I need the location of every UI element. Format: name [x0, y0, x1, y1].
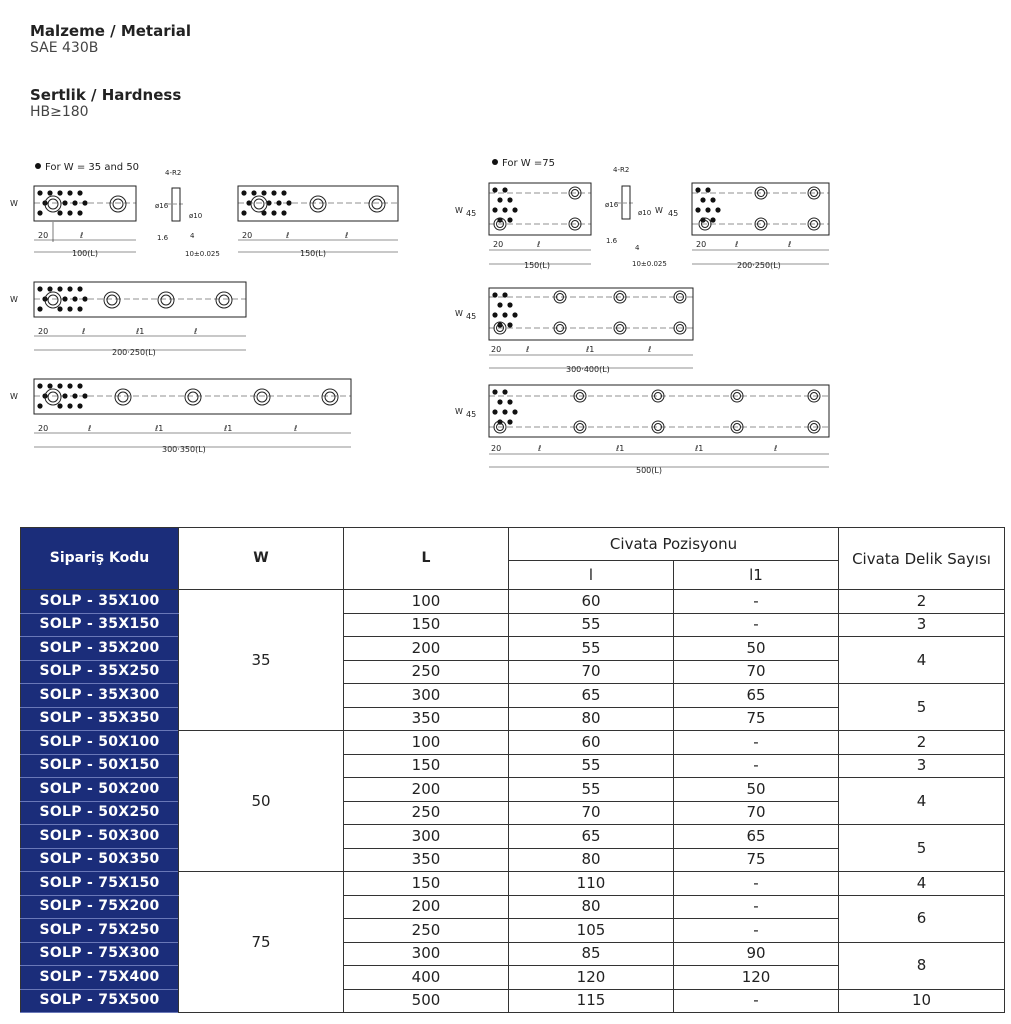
- dim-l: ℓ: [788, 240, 792, 249]
- dim-l1: ℓ1: [155, 424, 164, 433]
- length-cell: 200: [344, 895, 509, 919]
- dim-l: ℓ: [345, 231, 349, 240]
- right-note: For W =75: [502, 158, 555, 169]
- order-code-cell: SOLP - 35X250: [21, 660, 179, 684]
- pos-l1-cell: -: [674, 872, 839, 896]
- dim-phi16: ø16: [605, 201, 619, 209]
- length-cell: 200: [344, 637, 509, 661]
- dim-l: ℓ: [735, 240, 739, 249]
- w-label: W: [455, 309, 463, 318]
- dim-l1: ℓ1: [586, 345, 595, 354]
- pos-l1-cell: 50: [674, 637, 839, 661]
- order-code-cell: SOLP - 35X300: [21, 684, 179, 708]
- plate-300-350: [34, 379, 351, 447]
- order-code-cell: SOLP - 50X350: [21, 848, 179, 872]
- left-note: For W = 35 and 50: [45, 162, 140, 173]
- side-profile-left: [167, 188, 185, 221]
- pos-l-cell: 115: [509, 989, 674, 1013]
- length-cell: 100: [344, 590, 509, 614]
- pos-l-cell: 55: [509, 613, 674, 637]
- table-row: [21, 895, 1005, 919]
- hole-count-cell: 6: [839, 895, 1005, 942]
- hole-count-cell: 5: [839, 684, 1005, 731]
- length-cell: 150: [344, 872, 509, 896]
- plate-75-300-400: [489, 288, 693, 368]
- w-label: W: [455, 407, 463, 416]
- order-code-cell: SOLP - 50X100: [21, 731, 179, 755]
- table-row: [21, 989, 1005, 1013]
- pos-l-cell: 70: [509, 660, 674, 684]
- pos-l-cell: 55: [509, 778, 674, 802]
- order-code-cell: SOLP - 50X300: [21, 825, 179, 849]
- dim-phi10: ø10: [638, 209, 652, 217]
- order-code-cell: SOLP - 35X350: [21, 707, 179, 731]
- dim-45: 45: [466, 410, 477, 419]
- table-row: [21, 942, 1005, 966]
- note-bullet-icon: [492, 159, 498, 165]
- pos-l-cell: 80: [509, 848, 674, 872]
- hole-count-cell: 4: [839, 637, 1005, 684]
- dim-4: 4: [190, 232, 195, 240]
- length-cell: 150: [344, 754, 509, 778]
- pos-l1-cell: -: [674, 590, 839, 614]
- pos-l-cell: 55: [509, 637, 674, 661]
- w-label: W: [10, 392, 18, 401]
- dim-L500: 500(L): [636, 466, 662, 475]
- dim-l: ℓ: [537, 240, 541, 249]
- pos-l-cell: 60: [509, 590, 674, 614]
- length-cell: 350: [344, 848, 509, 872]
- pos-l-cell: 105: [509, 919, 674, 943]
- dim-l: ℓ: [294, 424, 298, 433]
- dim-20: 20: [696, 240, 707, 249]
- dim-4: 4: [635, 244, 640, 252]
- col-header-civata-delik: Civata Delik Sayısı: [839, 528, 1005, 590]
- pos-l1-cell: -: [674, 731, 839, 755]
- dim-45: 45: [466, 209, 477, 218]
- pos-l-cell: 65: [509, 684, 674, 708]
- dim-L300-350: 300·350(L): [162, 445, 206, 454]
- dim-20: 20: [493, 240, 504, 249]
- note-bullet-icon: [35, 163, 41, 169]
- order-code-cell: SOLP - 75X500: [21, 989, 179, 1013]
- pos-l-cell: 120: [509, 966, 674, 990]
- pos-l1-cell: -: [674, 919, 839, 943]
- dim-l1: ℓ1: [616, 444, 625, 453]
- pos-l1-cell: -: [674, 989, 839, 1013]
- order-code-cell: SOLP - 50X200: [21, 778, 179, 802]
- dim-r2: 4-R2: [165, 169, 182, 177]
- dim-l: ℓ: [88, 424, 92, 433]
- dim-1-6: 1.6: [157, 234, 169, 242]
- order-code-cell: SOLP - 35X150: [21, 613, 179, 637]
- order-code-cell: SOLP - 75X200: [21, 895, 179, 919]
- table-row: [21, 684, 1005, 708]
- plate-200-250: [34, 282, 246, 350]
- hardness-label: Sertlik / Hardness: [30, 86, 182, 104]
- hole-count-cell: 2: [839, 590, 1005, 614]
- length-cell: 300: [344, 684, 509, 708]
- dim-l: ℓ: [80, 231, 84, 240]
- order-code-cell: SOLP - 35X200: [21, 637, 179, 661]
- pos-l1-cell: 50: [674, 778, 839, 802]
- dim-20: 20: [491, 345, 502, 354]
- pos-l-cell: 65: [509, 825, 674, 849]
- dim-L150: 150(L): [300, 249, 326, 258]
- pos-l1-cell: -: [674, 754, 839, 778]
- w-label: W: [655, 206, 663, 215]
- dim-45: 45: [668, 209, 679, 218]
- length-cell: 250: [344, 919, 509, 943]
- order-code-cell: SOLP - 75X400: [21, 966, 179, 990]
- pos-l-cell: 80: [509, 707, 674, 731]
- pos-l1-cell: 120: [674, 966, 839, 990]
- hole-count-cell: 8: [839, 942, 1005, 989]
- length-cell: 300: [344, 942, 509, 966]
- w-label: W: [10, 199, 18, 208]
- order-table-body: [21, 590, 1005, 1013]
- pos-l-cell: 80: [509, 895, 674, 919]
- hardness-value: HB≥180: [30, 104, 89, 120]
- hole-count-cell: 3: [839, 754, 1005, 778]
- pos-l1-cell: 75: [674, 848, 839, 872]
- dim-phi16: ø16: [155, 202, 169, 210]
- col-header-civata-pozisyonu: Civata Pozisyonu: [509, 528, 839, 561]
- hole-count-cell: 4: [839, 872, 1005, 896]
- dim-l1: ℓ1: [695, 444, 704, 453]
- plate-75-200-250: [692, 183, 829, 264]
- dim-20: 20: [491, 444, 502, 453]
- dim-l: ℓ: [82, 327, 86, 336]
- w-cell: 50: [179, 731, 344, 872]
- dim-20: 20: [38, 231, 49, 240]
- dim-phi10: ø10: [189, 212, 203, 220]
- col-header-l: L: [344, 528, 509, 590]
- dim-l: ℓ: [286, 231, 290, 240]
- col-header-pos-l: l: [509, 561, 674, 590]
- table-row: [21, 590, 1005, 614]
- dim-L200-250: 200·250(L): [737, 261, 781, 270]
- length-cell: 400: [344, 966, 509, 990]
- pos-l-cell: 55: [509, 754, 674, 778]
- pos-l-cell: 70: [509, 801, 674, 825]
- dim-10-tol: 10±0.025: [185, 250, 220, 258]
- length-cell: 300: [344, 825, 509, 849]
- material-value: SAE 430B: [30, 40, 99, 56]
- pos-l1-cell: -: [674, 613, 839, 637]
- table-row: [21, 613, 1005, 637]
- table-row: [21, 754, 1005, 778]
- table-row: [21, 872, 1005, 896]
- order-code-cell: SOLP - 35X100: [21, 590, 179, 614]
- length-cell: 350: [344, 707, 509, 731]
- col-header-code: Sipariş Kodu: [21, 528, 179, 590]
- dim-l: ℓ: [774, 444, 778, 453]
- plate-75-150: [489, 183, 591, 264]
- dim-l: ℓ: [194, 327, 198, 336]
- length-cell: 250: [344, 801, 509, 825]
- length-cell: 200: [344, 778, 509, 802]
- hole-count-cell: 10: [839, 989, 1005, 1013]
- table-row: [21, 825, 1005, 849]
- dim-45: 45: [466, 312, 477, 321]
- side-profile-right: [617, 186, 635, 219]
- table-row: [21, 731, 1005, 755]
- pos-l1-cell: 90: [674, 942, 839, 966]
- pos-l1-cell: 75: [674, 707, 839, 731]
- material-label: Malzeme / Metarial: [30, 22, 192, 40]
- w-cell: 35: [179, 590, 344, 731]
- pos-l-cell: 60: [509, 731, 674, 755]
- col-header-w: W: [179, 528, 344, 590]
- dim-L100: 100(L): [72, 249, 98, 258]
- dim-10-tol: 10±0.025: [632, 260, 667, 268]
- dim-1-6: 1.6: [606, 237, 618, 245]
- length-cell: 250: [344, 660, 509, 684]
- col-header-pos-l1: l1: [674, 561, 839, 590]
- table-row: [21, 637, 1005, 661]
- dim-l: ℓ: [648, 345, 652, 354]
- hole-count-cell: 4: [839, 778, 1005, 825]
- w-label: W: [10, 295, 18, 304]
- order-code-cell: SOLP - 75X300: [21, 942, 179, 966]
- pos-l1-cell: 65: [674, 684, 839, 708]
- hole-count-cell: 5: [839, 825, 1005, 872]
- dim-L200-250: 200·250(L): [112, 348, 156, 357]
- dim-20: 20: [38, 424, 49, 433]
- dim-20: 20: [242, 231, 253, 240]
- plate-75-500: [489, 385, 829, 467]
- hole-count-cell: 2: [839, 731, 1005, 755]
- dim-r2: 4-R2: [613, 166, 630, 174]
- dim-20: 20: [38, 327, 49, 336]
- length-cell: 500: [344, 989, 509, 1013]
- length-cell: 100: [344, 731, 509, 755]
- order-code-cell: SOLP - 50X150: [21, 754, 179, 778]
- dim-l: ℓ: [526, 345, 530, 354]
- pos-l-cell: 110: [509, 872, 674, 896]
- dim-l: ℓ: [538, 444, 542, 453]
- table-row: [21, 778, 1005, 802]
- plate-100: [34, 186, 136, 252]
- dim-l1: ℓ1: [136, 327, 145, 336]
- pos-l1-cell: -: [674, 895, 839, 919]
- pos-l1-cell: 65: [674, 825, 839, 849]
- w-cell: 75: [179, 872, 344, 1013]
- order-code-cell: SOLP - 75X150: [21, 872, 179, 896]
- order-table: [20, 527, 1005, 1013]
- pos-l1-cell: 70: [674, 660, 839, 684]
- plate-150: [238, 186, 398, 252]
- hole-count-cell: 3: [839, 613, 1005, 637]
- w-label: W: [455, 206, 463, 215]
- length-cell: 150: [344, 613, 509, 637]
- technical-drawings: [0, 0, 1011, 500]
- order-code-cell: SOLP - 50X250: [21, 801, 179, 825]
- dim-L150: 150(L): [524, 261, 550, 270]
- pos-l-cell: 85: [509, 942, 674, 966]
- dim-L300-400: 300·400(L): [566, 365, 610, 374]
- pos-l1-cell: 70: [674, 801, 839, 825]
- order-code-cell: SOLP - 75X250: [21, 919, 179, 943]
- dim-l1: ℓ1: [224, 424, 233, 433]
